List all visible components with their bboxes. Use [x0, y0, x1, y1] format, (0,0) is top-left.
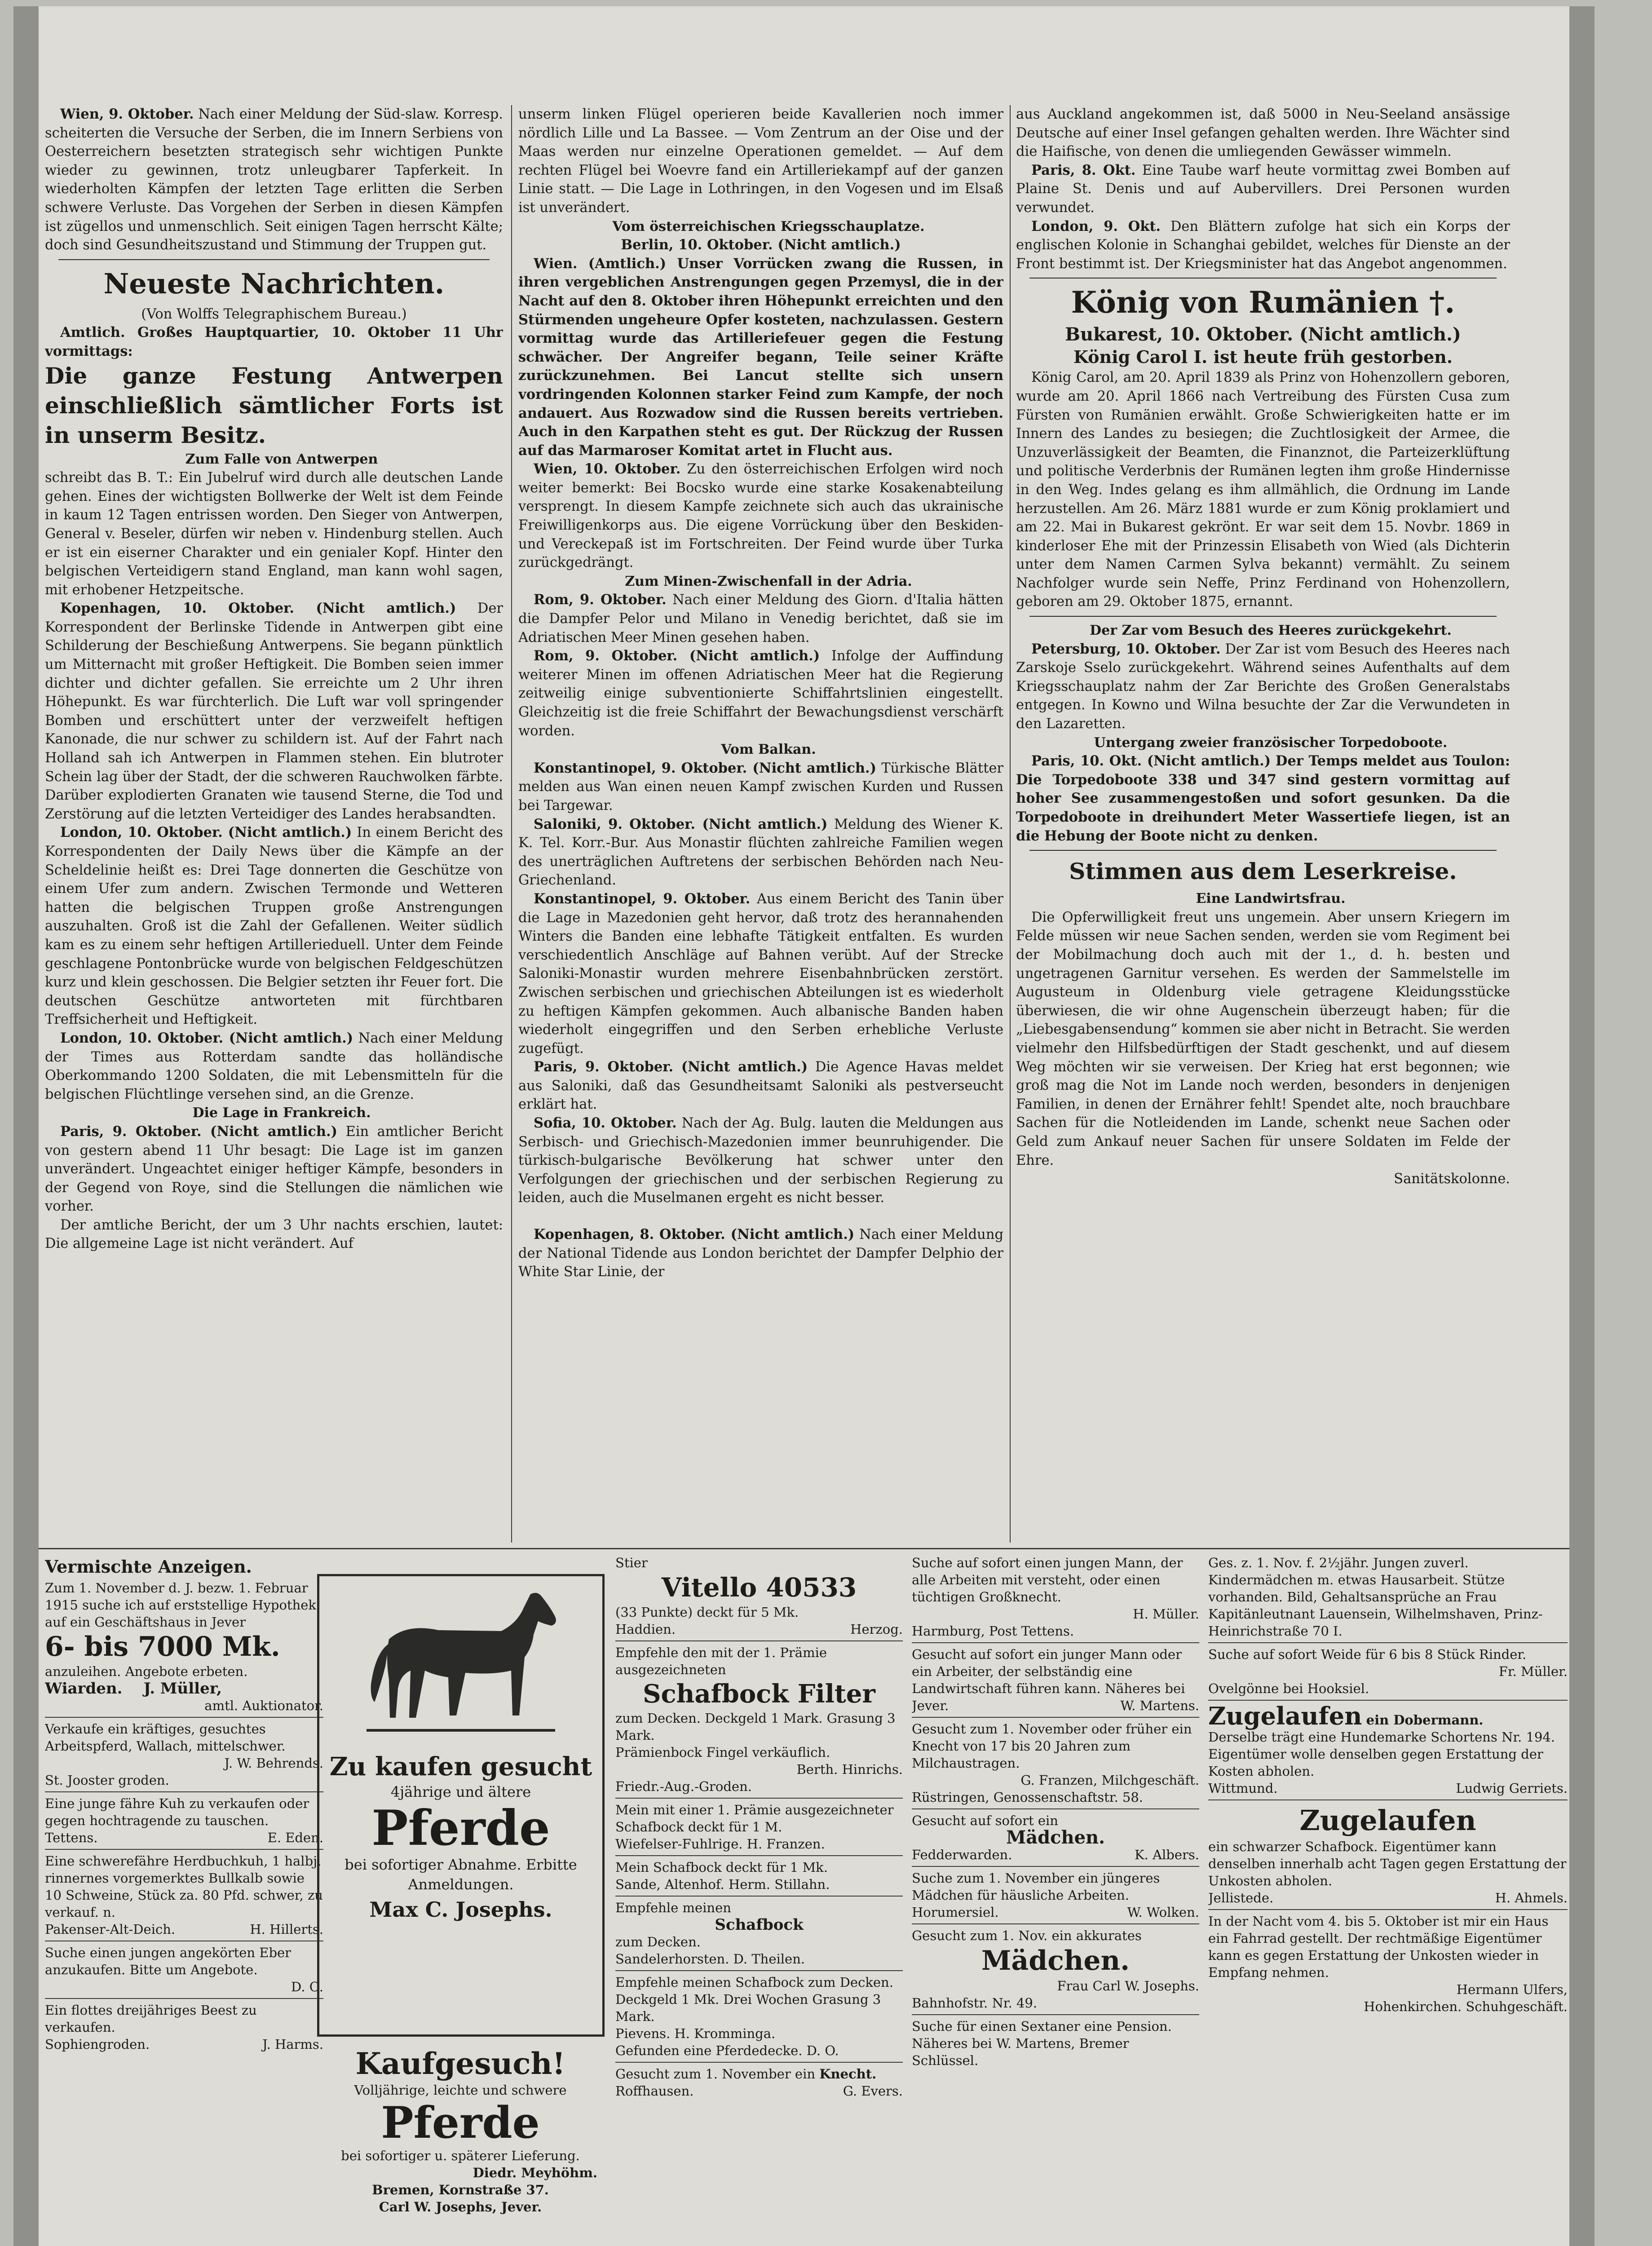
dateline: Sofia, 10. Oktober. — [534, 1115, 677, 1132]
ads-column-e — [1208, 1554, 1568, 2246]
ad-signature: K. Albers. — [1134, 1847, 1199, 1862]
ad-place: Rüstringen, Genossenschaftstr. 58. — [912, 1790, 1144, 1805]
column-rule-1 — [511, 105, 512, 1543]
ad-text: In der Nacht vom 4. bis 5. Oktober ist mir ein Haus ein Fahrrad gestellt. Der rechtmäßige Eigentümer kann es gegen Erstattung der Unkosten wieder in Empfang nehmen. — [1208, 1914, 1549, 1980]
article-text: In einem Bericht des Korrespondenten der Daily News über die Kämpfe an der Scheldelinie heißt es: Drei Tage donnerten die Geschütze von einem Ufer zum andern. Zwischen Termonde und Wetteren hatten die belgischen Truppen große Anstrengungen auszuhalten. Groß ist die Zahl der Gefallenen. Weiter südlich kam es zu einem sehr heftigen Artillerieduell. Unter dem Feinde geschlagene Pontonbrücke wurde von belgischen Feldgeschützen kurz und klein geschossen. Die Belgier setzten ihr Feuer fort. Die deutschen Geschütze antworteten mit fürchtbaren Treffsicherheit und Heftigkeit. — [45, 825, 503, 1028]
ad-separator — [912, 2014, 1199, 2015]
ad-signature: Fr. Müller. — [1498, 1664, 1568, 1679]
ad-place: Ovelgönne bei Hooksiel. — [1208, 1681, 1369, 1696]
dateline: Kopenhagen, 8. Oktober. (Nicht amtlich.) — [534, 1226, 855, 1243]
ad-text: Suche auf sofort Weide für 6 bis 8 Stück Rinder. — [1208, 1647, 1527, 1662]
ad-pferde: Pferde — [381, 2097, 540, 2148]
ad-separator — [1208, 1642, 1568, 1643]
dateline: Wien, 10. Oktober. — [534, 461, 681, 477]
dateline: Wien, 9. Oktober. — [60, 106, 194, 122]
ad-text: Gesucht zum 1. November oder früher ein Knecht von 17 bis 20 Jahren zum Milchaustragen. — [912, 1721, 1192, 1771]
ad-place: Sophiengroden. — [45, 2037, 150, 2052]
ad-keyword: Knecht. — [819, 2066, 877, 2082]
ad-text: zum Decken. — [615, 1934, 701, 1950]
signature: Sanitätskolonne. — [1394, 1171, 1510, 1187]
ad-signature: Hohenkirchen. Schuhgeschäft. — [1364, 1999, 1568, 2014]
subheading: Zum Falle von Antwerpen — [185, 451, 378, 467]
ad-signature: W. Martens. — [1120, 1698, 1199, 1713]
ad-separator — [1208, 1909, 1568, 1910]
ad-separator — [912, 1717, 1199, 1718]
ad-separator — [615, 1896, 903, 1897]
ad-signature: Sandelerhorsten. D. Theilen. — [615, 1951, 805, 1967]
subheading: Vom Balkan. — [721, 742, 816, 758]
newspaper-page — [13, 6, 1595, 2246]
ad-text: Empfehle den mit der 1. Prämie ausgezeichneten — [615, 1645, 827, 1677]
headline-bold: König Carol I. ist heute früh gestorben. — [1073, 347, 1453, 367]
ad-place: St. Jooster groden. — [45, 1773, 169, 1788]
ad-separator — [615, 1855, 903, 1856]
article-text: Nach einer Meldung der Süd-slaw. Korresp. scheiterten die Versuche der Serben, die im Innern Serbiens von Oesterreichern besetzten strategisch sehr wichtigen Punkte wieder zu gewinnen, trotz unleugbarer Tapferkeit. In wiederholten Kämpfen der letzten Tage erlitten die Serben schwere Verluste. Das Vorgehen der Serben in diesen Kämpfen ist zügellos und unmenschlich. Seit einigen Tagen herrscht Kälte; doch sind Gesundheitszustand und Stimmung der Truppen gut. — [45, 106, 503, 253]
headline-antwerpen: Die ganze Festung Antwerpen einschließlich sämtlicher Forts ist in unserm Besitz. — [45, 362, 503, 448]
ad-title: Vitello 40533 — [661, 1572, 857, 1603]
dateline: Paris, 8. Okt. — [1031, 162, 1136, 178]
scan-left-edge — [13, 6, 39, 2246]
ad-signature: Carl W. Josephs, Jever. — [379, 2199, 542, 2215]
ad-text: Stier — [615, 1555, 648, 1570]
headline-koenig: König von Rumänien †. — [1071, 285, 1455, 320]
dateline: Kopenhagen, 10. Oktober. (Nicht amtlich.) — [60, 600, 456, 617]
ads-title: Vermischte Anzeigen. — [45, 1556, 252, 1577]
subheading: Der Zar vom Besuch des Heeres zurückgekehrt. — [1090, 623, 1452, 639]
ad-signature: Herzog. — [850, 1622, 903, 1637]
ad-title: Mädchen. — [1006, 1827, 1105, 1848]
ad-separator — [615, 2062, 903, 2063]
article-text: unserm linken Flügel operieren beide Kavallerien noch immer nördlich Lille und La Bassee. — Vom Zentrum an der Oise und der Maas werden nur einzelne Operationen gemeldet. — Auf dem rechten Flügel bei Woevre fand ein Artilleriekampf auf der ganzen Linie statt. — Die Lage in Lothringen, in den Vogesen und im Elsaß ist unverändert. — [518, 106, 1003, 216]
ad-text: Mein Schafbock deckt für 1 Mk. — [615, 1860, 828, 1875]
dateline: Rom, 9. Oktober. (Nicht amtlich.) — [534, 648, 820, 664]
article-text: Nach einer Meldung der National Tidende aus London berichtet der Dampfer Delphio der White Star Linie, der — [518, 1227, 1003, 1280]
ad-address: Bremen, Kornstraße 37. — [372, 2182, 549, 2197]
article-text: Eine Taube warf heute vormittag zwei Bomben auf Plaine St. Denis und auf Aubervillers. Drei Personen wurden verwundet. — [1016, 162, 1510, 216]
ad-place: Wittmund. — [1208, 1781, 1278, 1796]
section-title-stimmen: Stimmen aus dem Leserkreise. — [1069, 858, 1457, 885]
ad-place: Pakenser-Alt-Deich. — [45, 1922, 176, 1937]
article-text: Nach einer Meldung der Times aus Rotterdam sandte das holländische Oberkommando 1200 Soldaten, die mit Lebensmitteln für die belgischen Flüchtlinge versehen sind, an die Grenze. — [45, 1030, 503, 1102]
ad-title: Zugelaufen — [1208, 1702, 1362, 1730]
ad-signature: Ludwig Gerriets. — [1456, 1781, 1568, 1796]
ad-separator — [1208, 1799, 1568, 1800]
divider — [1029, 850, 1497, 851]
ad-title: Kaufgesuch! — [355, 2046, 565, 2081]
ad-text: ein schwarzer Schafbock. Eigentümer kann denselben innerhalb acht Tagen gegen Erstattung der Unkosten abholen. — [1208, 1839, 1567, 1888]
ad-text: Empfehle meinen Schafbock zum Decken. Deckgeld 1 Mk. Drei Wochen Grasung 3 Mark. — [615, 1975, 893, 2024]
ad-box-pferde — [317, 1574, 605, 2037]
article-text: Den Blättern zufolge hat sich ein Korps der englischen Kolonie in Schanghai gebildet, welches für Dienste an der Front bestimmt ist. Der Kriegsminister hat das Angebot angenommen. — [1016, 218, 1510, 272]
ad-place: Haddien. — [615, 1622, 676, 1637]
dateline: Rom, 9. Oktober. — [534, 592, 667, 608]
ad-separator — [912, 1642, 1199, 1643]
ad-title: Schafbock Filter — [643, 1679, 875, 1709]
article-text: Die Opferwilligkeit freut uns ungemein. Aber unsern Kriegern im Felde müssen wir neue Sachen senden, werden sie vom Regiment bei der Mobilmachung doch auch mit der 1., d. h. besten und ungetragenen Garnitur versehen. Es werden der Sammelstelle im Augusteum in Oldenburg viele getragene Kleidungsstücke überwiesen, die wir ohne Augenschein überzeugt haben; für die „Liebesgabensendung“ kommen sie aber nicht in Betracht. Sie werden vielmehr den Hilfsbedürftigen der Stadt geschenkt, und auf diesem Weg möchten wir sie verweisen. Der Krieg hat erst begonnen; wie groß mag die Not im Lande noch werden, besonders in denjenigen Familien, in denen der Ernährer fehlt! Spendet alte, noch brauchbare Sachen für die Notleidenden im Lande, schenkt neue Sachen oder Geld zum Ankauf neuer Sachen für unsere Soldaten im Felde der Ehre. — [1016, 909, 1510, 1168]
ad-text: Eine junge fähre Kuh zu verkaufen oder gegen hochtragende zu tauschen. — [45, 1796, 309, 1828]
ad-separator — [45, 1849, 323, 1850]
article-text: Der Korrespondent der Berlinske Tidende in Antwerpen gibt eine Schilderung der Beschießung Antwerpens. Sie begann pünktlich um Mitternacht mit großer Heftigkeit. Die Bomben seien immer dichter und dichter gefallen. Sie erreichte um 2 Uhr ihren Höhepunkt. Es war fürchterlich. Die Luft war voll springender Bomben und erschüttert unter der verzweifelt heftigen Kanonade, die nur schwer zu schildern ist. Auf der Fahrt nach Holland sah ich Antwerpen in Flammen stehen. Ein blutroter Schein lag über der Stadt, der die schweren Rauchwolken färbte. Darüber explodierten Granaten wie tausend Sterne, die Tod und Zerstörung auf die letzten Verteidiger des Landes herabsandten. — [45, 601, 503, 822]
section-title-neueste: Neueste Nachrichten. — [103, 267, 445, 300]
ad-place: Roffhausen. — [615, 2083, 694, 2099]
ad-text: Volljährige, leichte und schwere — [354, 2082, 567, 2098]
ad-text: zum Decken. Deckgeld 1 Mark. Grasung 3 Mark. — [615, 1711, 896, 1743]
ad-separator — [615, 1640, 903, 1641]
ads-column-d — [912, 1554, 1199, 2246]
ad-text: Ein flottes dreijähriges Beest zu verkaufen. — [45, 2003, 257, 2035]
ad-box-title: Zu kaufen gesucht — [329, 1752, 592, 1782]
ad-place: Bahnhofstr. Nr. 49. — [912, 1995, 1038, 2011]
divider — [1029, 616, 1497, 617]
article-text: aus Auckland angekommen ist, daß 5000 in Neu-Seeland ansässige Deutsche auf einer Insel gefangen gehalten werden. Ihre Wächter sind die Haifische, von denen die umliegenden Gewässer wimmeln. — [1016, 106, 1510, 160]
ad-box-signature: Max C. Josephs. — [369, 1897, 552, 1922]
ad-separator — [45, 1998, 323, 1999]
article-text: Nach einer Meldung des Giorn. d'Italia hätten die Dampfer Pelor und Milano in Venedig berichtet, daß sie im Adriatischen Meer Minen gesehen haben. — [518, 592, 1003, 646]
section-subtitle: (Von Wolffs Telegraphischem Bureau.) — [141, 306, 407, 322]
ad-text: Suche für einen Sextaner eine Pension. Näheres bei W. Martens, Bremer Schlüssel. — [912, 2019, 1172, 2068]
article-bold: Wien. (Amtlich.) Unser Vorrücken zwang die Russen, in ihren vergeblichen Anstrengungen gegen Przemysl, die in der Nacht auf den 8. Oktober ihren Höhepunkt erreichten und den Stürmenden ungeheure Opfer kosteten, nachzulassen. Gestern vormittag wurde das Artilleriefeuer gegen die Festung schwächer. Der Angreifer begann, Teile seiner Kräfte zurückzunehmen. Bei Lancut stellte sich unsern vordringenden Kolonnen starker Feind zum Kampfe, der noch andauert. Aus Rozwadow sind die Russen bereits vertrieben. Auch in den Karpathen steht es gut. Der Rückzug der Russen auf das Marmaroser Komitat artet in Flucht aus. — [518, 255, 1003, 459]
ads-column-c — [615, 1554, 903, 2246]
ad-separator — [615, 1970, 903, 1971]
ad-place: Wiarden. — [45, 1680, 123, 1698]
ad-signature: Sande, Altenhof. Herm. Stillahn. — [615, 1877, 830, 1892]
ad-amount: 6- bis 7000 Mk. — [45, 1631, 280, 1662]
ad-signature: Diedr. Meyhöhm. — [473, 2165, 597, 2180]
ad-text: Gesucht auf sofort ein junger Mann oder ein Arbeiter, der selbständig eine Landwirtschaft führen kann. Näheres bei — [912, 1647, 1185, 1696]
dateline: London, 10. Oktober. (Nicht amtlich.) — [60, 1030, 353, 1046]
ad-text: Gesucht auf sofort ein — [912, 1813, 1058, 1828]
article-text: Infolge der Auffindung weiterer Minen im offenen Adriatischen Meer hat die Regierung zeitweilig einige subventionierte Schiffahrtslinien eingestellt. Gleichzeitig ist die freie Schiffahrt der Bewachungsdienst verschärft worden. — [518, 648, 1003, 739]
ad-keyword: ein Dobermann. — [1366, 1712, 1484, 1728]
column-3 — [1016, 105, 1510, 1547]
ad-signature: H. Müller. — [1133, 1606, 1199, 1622]
dateline: Konstantinopel, 9. Oktober. (Nicht amtlich.) — [534, 760, 877, 776]
subheading: Zum Minen-Zwischenfall in der Adria. — [625, 573, 912, 589]
ad-signature: Hermann Ulfers, — [1456, 1982, 1568, 1997]
ad-text: Suche auf sofort einen jungen Mann, der alle Arbeiten mit versteht, oder einen tüchtigen Großknecht. — [912, 1555, 1183, 1605]
ad-text: anzuleihen. Angebote erbeten. — [45, 1664, 248, 1679]
article-text: Aus einem Bericht des Tanin über die Lage in Mazedonien geht hervor, daß trotz des herannahenden Winters die Banden eine lebhafte Tätigkeit entfalten. Es wurden verschiedentlich Anschläge auf Bahnen verübt. Auf der Strecke Saloniki-Monastir wurden mehrere Eisenbahnbrücken zerstört. Zwischen serbischen und griechischen Abteilungen ist es wiederholt zu heftigen Kämpfen gekommen. Auch albanische Banden haben wiederholt eingegriffen und den Serben erhebliche Verluste zugefügt. — [518, 891, 1003, 1057]
ad-text: Suche zum 1. November ein jüngeres Mädchen für häusliche Arbeiten. — [912, 1870, 1160, 1903]
ad-signature: E. Eden. — [267, 1830, 323, 1845]
article-text: Meldung des Wiener K. K. Tel. Korr.-Bur. Aus Monastir flüchten zahlreiche Familien wegen des unerträglichen Auftretens der serbischen Behörden nach Neu-Griechenland. — [518, 816, 1003, 889]
dateline: Paris, 10. Okt. (Nicht amtlich.) — [1031, 753, 1271, 769]
ad-place: Harmburg, Post Tettens. — [912, 1623, 1074, 1639]
ad-place: Jever. — [912, 1698, 949, 1713]
article-text: Nach der Ag. Bulg. lauten die Meldungen aus Serbisch- und Griechisch-Mazedonien immer beunruhigender. Die türkisch-bulgarische Bevölkerung hat schwer unter den Verfolgungen der griechischen und der serbischen Regierung zu leiden, auch die Muselmanen ergeht es nicht besser. — [518, 1115, 1003, 1206]
ads-divider — [39, 1548, 1569, 1549]
ad-place: Jellistede. — [1208, 1890, 1274, 1906]
ad-separator — [912, 1923, 1199, 1924]
ad-place: Fedderwarden. — [912, 1847, 1012, 1862]
dateline: Petersburg, 10. Oktober. — [1031, 641, 1221, 657]
ad-text: Gesucht zum 1. November ein — [615, 2066, 816, 2082]
ad-signature: G. Franzen, Milchgeschäft. — [1020, 1773, 1199, 1788]
ad-signature: Berth. Hinrichs. — [796, 1762, 903, 1777]
ad-separator — [615, 1798, 903, 1799]
ad-separator — [912, 1808, 1199, 1809]
ad-signature: H. Ahmels. — [1495, 1890, 1568, 1906]
ad-text: Verkaufe ein kräftiges, gesuchtes Arbeitspferd, Wallach, mittelschwer. — [45, 1721, 286, 1754]
horse-illustration-icon — [358, 1581, 564, 1751]
ad-signature-sub: amtl. Auktionator. — [204, 1698, 323, 1713]
ad-separator — [1208, 1700, 1568, 1701]
dateline: Paris, 9. Oktober. (Nicht amtlich.) — [534, 1059, 808, 1075]
subheading: Untergang zweier französischer Torpedoboote. — [1094, 734, 1448, 751]
ad-box-pferde: Pferde — [371, 1800, 550, 1857]
ad-signature: Pievens. H. Kromminga. — [615, 2026, 776, 2041]
ad-signature: Wiefelser-Fuhlrige. H. Franzen. — [615, 1836, 825, 1852]
scan-right-edge — [1569, 6, 1595, 2246]
divider — [1029, 278, 1497, 279]
ad-box-text: 4jährige und ältere — [390, 1783, 531, 1800]
ad-signature: J. W. Behrends. — [224, 1755, 323, 1771]
dateline: Paris, 9. Oktober. (Nicht amtlich.) — [60, 1123, 338, 1140]
ad-place: Friedr.-Aug.-Groden. — [615, 1779, 752, 1794]
article-text: Zu den österreichischen Erfolgen wird noch weiter bemerkt: Bei Bocsko wurde eine starke Kosakenabteilung versprengt. In diesem Kampfe zeichnete sich auch das ukrainische Freiwilligenkorps aus. Die eigene Vorrückung über den Beskiden- und Vereckepaß ist im Fortschreiten. Der Feind wurde über Turka zurückgedrängt. — [518, 461, 1003, 571]
ad-separator — [45, 1717, 323, 1718]
ad-place: Tettens. — [45, 1830, 98, 1845]
dateline: London, 10. Oktober. (Nicht amtlich.) — [60, 824, 352, 841]
ad-text: Ges. z. 1. Nov. f. 2½jähr. Jungen zuverl. Kindermädchen m. etwas Hausarbeit. Stütze vorhanden. Bild, Gehaltsansprüche an Frau Kapitänleutnant Lauensein, Wilhelmshaven, Prinz-Heinrichstraße 70 I. — [1208, 1555, 1543, 1639]
dateline: Berlin, 10. Oktober. (Nicht amtlich.) — [621, 237, 901, 253]
ad-title: Zugelaufen — [1299, 1804, 1476, 1837]
ad-separator — [45, 1791, 323, 1792]
ad-separator — [912, 1866, 1199, 1867]
subheading: Eine Landwirtsfrau. — [1196, 891, 1346, 907]
dateline: Saloniki, 9. Oktober. (Nicht amtlich.) — [534, 816, 828, 832]
subheading: Die Lage in Frankreich. — [192, 1105, 371, 1121]
ad-signature: G. Evers. — [843, 2083, 903, 2099]
article-wien — [45, 105, 503, 255]
ads-column-a — [45, 1554, 323, 2246]
divider — [58, 259, 490, 260]
ad-signature: D. O. — [291, 1979, 323, 1994]
article-text: Der Zar ist vom Besuch des Heeres nach Zarskoje Sselo zurückgekehrt. Während seines Aufenthalts auf dem Kriegsschauplatz nahm der Zar Berichte des Großen Generalstabs entgegen. In Kowno und Wilna besuchte der Zar die Verwundeten in den Lazaretten. — [1016, 641, 1510, 732]
bulletin-intro: Amtlich. Großes Hauptquartier, 10. Oktober 11 Uhr vormittags: — [45, 324, 503, 359]
column-2 — [518, 105, 1003, 1547]
ad-signature: H. Hillerts. — [250, 1922, 323, 1937]
ad-box-text: bei sofortiger Abnahme. Erbitte Anmeldungen. — [345, 1856, 577, 1893]
ad-text: Suche einen jungen angekörten Eber anzukaufen. Bitte um Angebote. — [45, 1945, 292, 1977]
ad-text: Eine schwerefähre Herdbuchkuh, 1 halbj. rinnernes vorgemerktes Bullkalb sowie 10 Schweine, Stück za. 80 Pfd. schwer, zu verkauf. n. — [45, 1853, 323, 1920]
ad-text: Zum 1. November d. J. bezw. 1. Februar 1915 suche ich auf erststellige Hypothek auf ein Geschäftshaus in Jever — [45, 1580, 317, 1630]
subheading: Vom österreichischen Kriegsschauplatze. — [612, 218, 925, 234]
ad-text: (33 Punkte) deckt für 5 Mk. — [615, 1605, 799, 1620]
ad-text: Mein mit einer 1. Prämie ausgezeichneter Schafbock deckt für 1 M. — [615, 1802, 894, 1835]
dateline: Bukarest, 10. Oktober. (Nicht amtlich.) — [1065, 324, 1461, 345]
article-text: Türkische Blätter melden aus Wan einen neuen Kampf zwischen Kurden und Russen bei Targewar. — [518, 760, 1003, 814]
ad-text: Derselbe trägt eine Hundemarke Schortens Nr. 194. Eigentümer wolle denselben gegen Erstattung der Kosten abholen. — [1208, 1729, 1555, 1779]
ad-signature: W. Wolken. — [1127, 1905, 1199, 1920]
column-rule-2 — [1010, 105, 1011, 1543]
dateline: Konstantinopel, 9. Oktober. — [534, 890, 751, 907]
column-1 — [45, 105, 503, 1547]
ad-kaufgesuch — [323, 2046, 597, 2246]
dateline: London, 9. Okt. — [1031, 218, 1161, 234]
ad-text: bei sofortiger u. späterer Lieferung. — [341, 2148, 580, 2163]
article-bold: Der Temps meldet aus Toulon: Die Torpedoboote 338 und 347 sind gestern vormittag auf hoher See zusammengestoßen und sofort gesunken. Da die Torpedoboote in dreihundert Meter Wassertiefe liegen, ist an die Hebung der Boote nicht zu denken. — [1016, 753, 1510, 844]
article-text: Ein amtlicher Bericht von gestern abend 11 Uhr besagt: Die Lage ist im ganzen unverändert. Ungeachtet einiger heftiger Kämpfe, besonders in der Gegend von Roye, sind die Stellungen die nämlichen wie vorher. — [45, 1123, 503, 1215]
ad-text: Gefunden eine Pferdedecke. D. O. — [615, 2043, 839, 2058]
ad-signature: J. Müller, — [143, 1680, 222, 1698]
ad-place: Horumersiel. — [912, 1905, 999, 1920]
ad-text: Empfehle meinen — [615, 1900, 731, 1915]
ad-text: Prämienbock Fingel verkäuflich. — [615, 1745, 830, 1760]
ad-signature: J. Harms. — [262, 2037, 323, 2052]
article-text: schreibt das B. T.: Ein Jubelruf wird durch alle deutschen Lande gehen. Eines der wichtigsten Bollwerke der Welt ist dem Feinde in kaum 12 Tagen entrissen worden. Den Sieger von Antwerpen, General v. Beseler, dürfen wir neben v. Hindenburg stellen. Auch er ist ein eiserner Charakter und ein genialer Kopf. Hinter den belgischen Verteidigern stand England, man kann wohl sagen, mit erhobener Hetzpeitsche. — [45, 470, 503, 598]
article-text: Die Agence Havas meldet aus Saloniki, daß das Gesundheitsamt Saloniki als pestverseucht erklärt hat. — [518, 1059, 1003, 1113]
ad-signature: Frau Carl W. Josephs. — [1057, 1978, 1199, 1994]
ad-title: Schafbock — [715, 1916, 804, 1934]
article-text: König Carol, am 20. April 1839 als Prinz von Hohenzollern geboren, wurde am 20. April 1866 nach Vertreibung des Fürsten Cusa zum Fürsten von Rumänien erwählt. Große Schwierigkeiten hatte er im Innern des Landes zu besiegen; die Zuchtlosigkeit der Armee, die Unzuverlässigkeit der Beamten, die Finanznot, die Parteizerklüftung und politische Verderbnis der Rumänen legten ihm große Hindernisse in den Weg. Indes gelang es ihm allmählich, die Ordnung im Lande herzustellen. Am 26. März 1881 wurde er zum König proklamiert und am 22. Mai in Bukarest gekrönt. Er war seit dem 15. Novbr. 1869 in kinderloser Ehe mit der Prinzessin Elisabeth von Wied (als Dichterin unter dem Namen Carmen Sylva bekannt) vermählt. Zu seinem Nachfolger wurde sein Neffe, Prinz Ferdinand von Hohenzollern, geboren am 29. Oktober 1875, ernannt. — [1016, 370, 1510, 610]
ad-text: Gesucht zum 1. Nov. ein akkurates — [912, 1928, 1142, 1943]
ad-title: Mädchen. — [981, 1945, 1130, 1976]
article-text: Der amtliche Bericht, der um 3 Uhr nachts erschien, lautet: Die allgemeine Lage ist nicht verändert. Auf — [45, 1217, 503, 1252]
